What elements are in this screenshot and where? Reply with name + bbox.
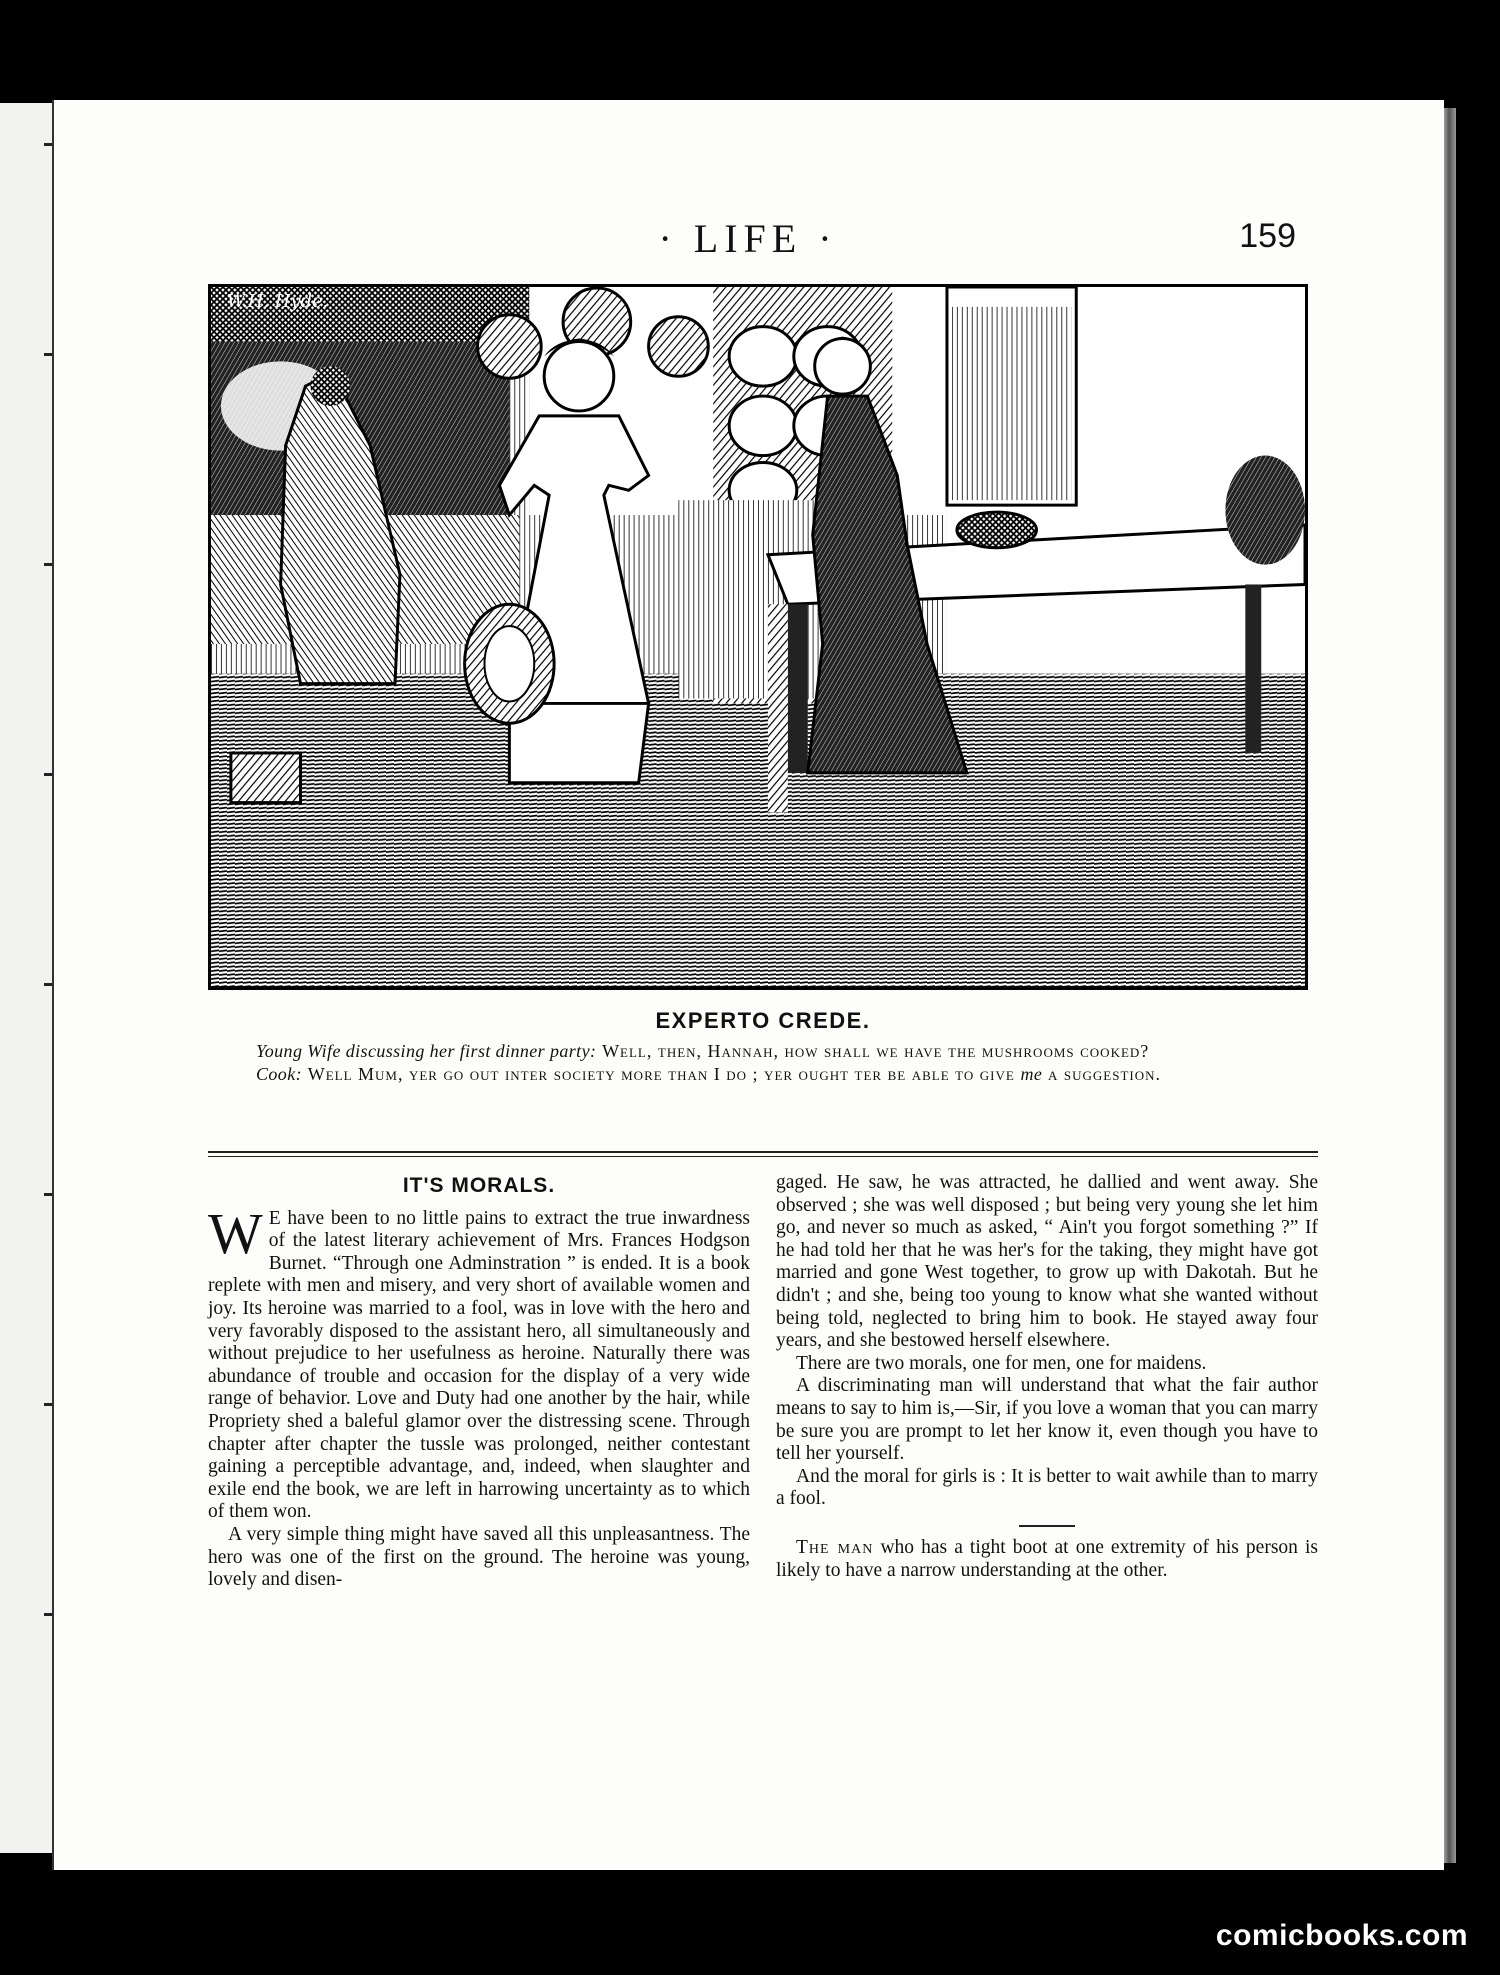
filler-text: who has a tight boot at one extremity of his person is likely to have a narrow understanding at the other. bbox=[776, 1536, 1319, 1581]
filler-paragraph bbox=[776, 1537, 1318, 1582]
article-paragraph bbox=[208, 1200, 750, 1524]
caption-dialogue-me: me bbox=[1020, 1064, 1043, 1084]
article-column-left bbox=[208, 1175, 750, 1592]
caption-dialogue-2b: a suggestion. bbox=[1048, 1064, 1161, 1084]
page-number: 159 bbox=[1239, 217, 1296, 255]
artist-signature: W.H. Hyde. bbox=[226, 290, 329, 312]
page-header bbox=[52, 215, 1444, 275]
caption-dialogue-2a: Well Mum, yer go out inter society more than I do ; yer ought ter be able to give bbox=[307, 1064, 1015, 1084]
cartoon-caption bbox=[208, 1008, 1318, 1086]
caption-line-1 bbox=[208, 1040, 1318, 1063]
masthead-title: · LIFE · bbox=[658, 216, 838, 261]
page-edge bbox=[1442, 108, 1456, 1863]
article-column-right bbox=[776, 1172, 1318, 1582]
article-title: IT'S MORALS. bbox=[402, 1174, 556, 1197]
site-watermark: comicbooks.com bbox=[1215, 1919, 1468, 1952]
divider-rule bbox=[208, 1151, 1318, 1153]
caption-title: EXPERTO CREDE. bbox=[655, 1008, 871, 1033]
kitchen-engraving bbox=[208, 284, 1308, 990]
divider-rule-thin bbox=[208, 1156, 1318, 1157]
caption-speaker-1: Young Wife discussing her first dinner party: bbox=[256, 1041, 597, 1061]
engraving-image bbox=[211, 287, 1305, 987]
article-paragraph: And the moral for girls is : It is better to wait awhile than to marry a fool. bbox=[776, 1465, 1318, 1510]
article-paragraph-text: E have been to no little pains to extract the true inwardness of the latest literary achievement of Mrs. Frances Hodgson Burnet. “Through one Adminstration ” is ended. It is a book replete with men and misery, and very short of available women and joy. Its heroine was married to a fool, was in love with the hero and very favorably disposed to the assistant hero, all simultaneously and without prejudice to her usefulness as heroine. Naturally there was abundance of trouble and occasion for the display of a very wide range of behavior. Love and Duty had one another by the hair, while Propriety shed a baleful glamor over the distressing scene. Through chapter after chapter the tussle was prolonged, neither contestant gaining a perceptible advantage, and, indeed, when slaughter and exile end the book, we are left in harrowing uncertainty as to which of them won. bbox=[208, 1207, 750, 1523]
caption-dialogue-1: Well, then, Hannah, how shall we have the mushrooms cooked? bbox=[602, 1041, 1150, 1061]
drop-cap: W bbox=[208, 1200, 263, 1266]
caption-speaker-2: Cook: bbox=[256, 1064, 302, 1084]
article-paragraph: A very simple thing might have saved all this unpleasantness. The hero was one of the first on the ground. The heroine was young, lovely and disen- bbox=[208, 1523, 750, 1591]
short-divider bbox=[1019, 1525, 1075, 1527]
article-paragraph: gaged. He saw, he was attracted, he dallied and went away. She observed ; she was well disposed ; but being very young she let him go, and never so much as asked, “ Ain't you forgot something ?” If he had told her that he was her's for the taking, they might have got married and gone West together, to grow up with Dakotah. But he didn't ; and she, being too young to know what she wanted without being told, neglected to bring him to book. He stayed away four years, and she bestowed herself elsewhere. bbox=[776, 1172, 1318, 1352]
article-paragraph: A discriminating man will understand that what the fair author means to say to him is,—Sir, if you love a woman that you can marry be sure you are prompt to let her know it, even though you have to tell her yourself. bbox=[776, 1375, 1318, 1465]
article-paragraph: There are two morals, one for men, one for maidens. bbox=[796, 1352, 1207, 1374]
filler-lead: The man bbox=[796, 1536, 874, 1558]
book-binding bbox=[0, 103, 58, 1853]
caption-line-2 bbox=[208, 1063, 1318, 1086]
